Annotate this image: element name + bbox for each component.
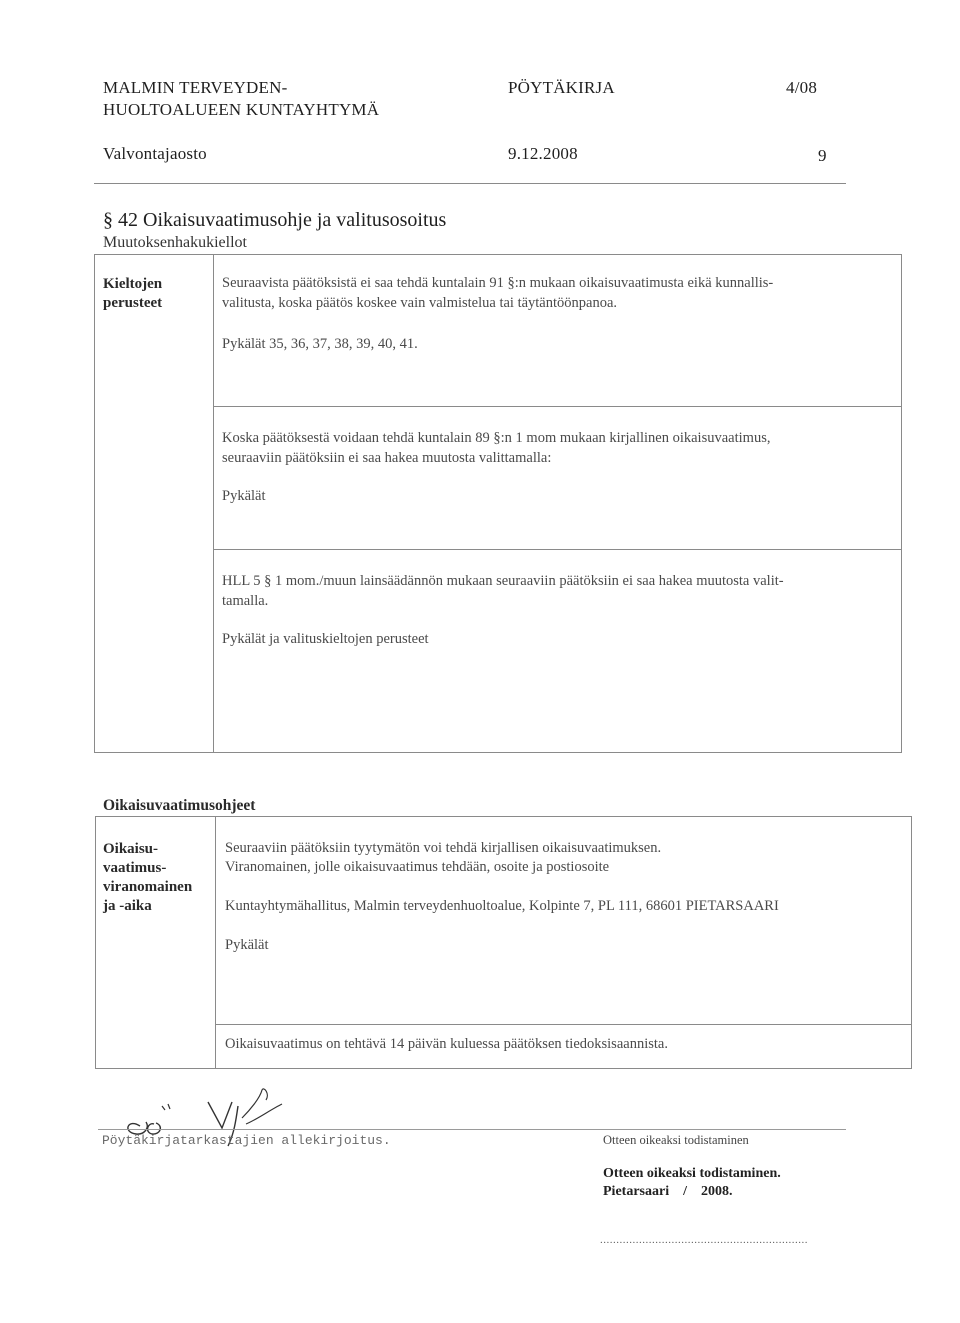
kieltojen-p1-pykalat: Pykälät 35, 36, 37, 38, 39, 40, 41. [222,336,418,352]
kieltojen-p2-line2: seuraaviin päätöksiin ei saa hakea muutosta valittamalla: [222,450,552,466]
meeting-body: Valvontajaosto [103,144,207,163]
kieltojen-p1-line1: Seuraavista päätöksistä ei saa tehdä kuntalain 91 §:n mukaan oikaisuvaatimusta eikä kunnallis- [222,275,774,291]
oikaisu-line1: Seuraaviin päätöksiin tyytymätön voi tehdä kirjallisen oikaisuvaatimuksen. [225,840,662,856]
signature-line [98,1129,846,1130]
section-subtitle: Muutoksenhakukiellot [103,234,247,251]
oikaisu-line2: Viranomainen, jolle oikaisuvaatimus tehdään, osoite ja postiosoite [225,859,610,875]
org-name-line2: HUOLTOALUEEN KUNTAYHTYMÄ [103,100,380,119]
oikaisu-label-line4: ja -aika [103,898,152,914]
kieltojen-p2-line1: Koska päätöksestä voidaan tehdä kuntalain 89 §:n 1 mom mukaan kirjallinen oikaisuvaatimus, [222,430,771,446]
cert-place: Pietarsaari / 2008. [603,1184,733,1199]
page-number: 9 [818,146,827,165]
cert-label: Otteen oikeaksi todistaminen [603,1133,749,1147]
kieltojen-label-line2: perusteet [103,295,163,311]
doc-type: PÖYTÄKIRJA [508,78,615,97]
section-title: § 42 Oikaisuvaatimusohje ja valitusosoitus [103,209,447,231]
oikaisu-row-divider [215,1024,912,1025]
oikaisu-deadline: Oikaisuvaatimus on tehtävä 14 päivän kuluessa päätöksen tiedoksisaannista. [225,1036,668,1052]
kieltojen-p3-pykalat: Pykälät ja valituskieltojen perusteet [222,631,429,647]
signature-label: Pöytäkirjatarkastajien allekirjoitus. [102,1133,391,1148]
kieltojen-table [94,254,902,753]
oikaisu-label-line2: vaatimus- [103,860,167,876]
kieltojen-p1-line2: valitusta, koska päätös koskee vain valmistelua tai täytäntöönpanoa. [222,295,618,311]
oikaisu-heading: Oikaisuvaatimusohjeet [103,797,256,814]
oikaisu-label-line3: viranomainen [103,879,193,895]
meeting-date: 9.12.2008 [508,144,578,163]
cert-title: Otteen oikeaksi todistaminen. [603,1166,781,1181]
org-name-line1: MALMIN TERVEYDEN- [103,78,288,97]
oikaisu-label-line1: Oikaisu- [103,841,159,857]
oikaisu-address: Kuntayhtymähallitus, Malmin terveydenhuoltoalue, Kolpinte 7, PL 111, 68601 PIETARSAARI [225,898,779,914]
kieltojen-p3-line1: HLL 5 § 1 mom./muun lainsäädännön mukaan seuraaviin päätöksiin ei saa hakea muutosta valit- [222,573,784,589]
kieltojen-p2-pykalat: Pykälät [222,488,266,504]
oikaisu-column-divider [215,816,216,1069]
kieltojen-column-divider [213,254,214,753]
kieltojen-label-line1: Kieltojen [103,276,163,292]
header-divider [94,183,846,184]
doc-number: 4/08 [786,78,818,97]
kieltojen-row-divider-1 [213,406,902,407]
cert-dots: ................................................................ [600,1234,808,1246]
kieltojen-row-divider-2 [213,549,902,550]
oikaisu-pykalat: Pykälät [225,937,269,953]
kieltojen-p3-line2: tamalla. [222,593,269,609]
